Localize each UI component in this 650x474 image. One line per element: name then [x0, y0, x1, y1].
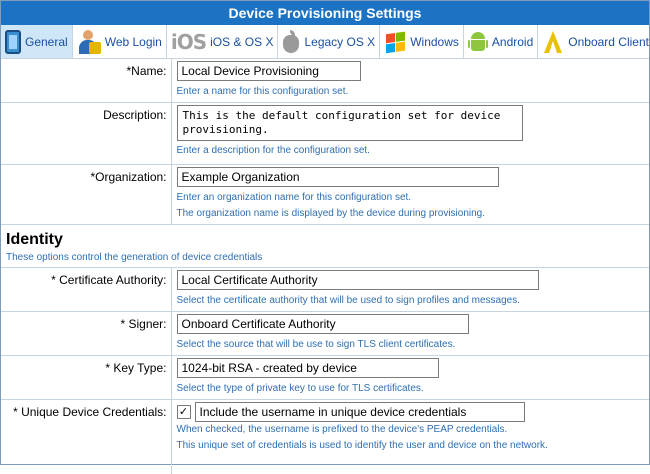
- name-input[interactable]: Local Device Provisioning: [177, 61, 361, 81]
- tab-general[interactable]: [1, 25, 73, 58]
- windows-icon: [384, 28, 406, 55]
- certificate-authority-label: * Certificate Authority:: [1, 268, 171, 312]
- tab-label: Legacy OS X: [304, 34, 376, 49]
- organization-input[interactable]: Example Organization: [177, 167, 499, 187]
- description-textarea[interactable]: This is the default configuration set for device provisioning.: [177, 105, 523, 141]
- phone-icon: [5, 30, 21, 54]
- tab-label: Windows: [410, 34, 459, 49]
- organization-row: [1, 165, 649, 225]
- unique-credentials-control: [177, 402, 650, 422]
- unique-credentials-row: [1, 400, 649, 474]
- signer-help: Select the source that will be use to sign TLS client certificates.: [176, 339, 456, 350]
- signer-row: [1, 312, 649, 356]
- tab-label: Android: [491, 34, 534, 49]
- key-type-row: [1, 356, 649, 400]
- key-type-label: * Key Type:: [1, 356, 171, 400]
- key-type-select[interactable]: 1024-bit RSA - created by device: [177, 358, 439, 378]
- tab-legacy-os-x[interactable]: [278, 25, 380, 58]
- apple-icon: [282, 30, 300, 54]
- tab-label: Web Login: [104, 34, 162, 49]
- unique-credentials-help-identify: This unique set of credentials is used to identify the user and device on the network.: [176, 440, 548, 451]
- ios-icon: iOS: [170, 29, 207, 54]
- tab-label: Onboard Client: [568, 34, 649, 49]
- certificate-authority-row: [1, 268, 649, 312]
- tab-label: iOS & OS X: [210, 34, 274, 49]
- identity-title: Identity: [6, 231, 63, 248]
- organization-help-display: The organization name is displayed by the device during provisioning.: [176, 208, 486, 219]
- unique-credentials-label: * Unique Device Credentials:: [1, 400, 171, 474]
- android-icon: [468, 30, 488, 54]
- description-row: [1, 103, 649, 165]
- key-type-help: Select the type of private key to use for TLS certificates.: [176, 383, 424, 394]
- tab-web-login[interactable]: [73, 25, 167, 58]
- tab-ios-os-x[interactable]: [167, 25, 279, 58]
- identity-section-header: [1, 225, 649, 268]
- window-title: Device Provisioning Settings: [1, 1, 649, 25]
- general-form: [1, 59, 649, 225]
- certificate-authority-select[interactable]: Local Certificate Authority: [177, 270, 539, 290]
- unique-credentials-checkbox[interactable]: ✓: [177, 405, 191, 419]
- user-icon: [77, 30, 101, 54]
- tab-bar: [1, 25, 649, 59]
- description-label: Description:: [1, 103, 171, 165]
- tab-windows[interactable]: [380, 25, 464, 58]
- tab-label: General: [25, 34, 68, 49]
- identity-description: These options control the generation of device credentials: [6, 252, 263, 263]
- signer-label: * Signer:: [1, 312, 171, 356]
- organization-label: *Organization:: [1, 165, 171, 225]
- name-label: *Name:: [1, 59, 171, 103]
- identity-form: [1, 268, 649, 474]
- tab-android[interactable]: [464, 25, 538, 58]
- certificate-authority-help: Select the certificate authority that will be used to sign profiles and messages.: [176, 295, 521, 306]
- organization-help: Enter an organization name for this configuration set.: [176, 192, 412, 203]
- name-help: Enter a name for this configuration set.: [176, 86, 349, 97]
- description-help: Enter a description for the configuration set.: [176, 145, 370, 156]
- signer-select[interactable]: Onboard Certificate Authority: [177, 314, 469, 334]
- name-row: [1, 59, 649, 103]
- unique-credentials-help: When checked, the username is prefixed to the device's PEAP credentials.: [176, 424, 508, 435]
- onboard-icon: [542, 30, 564, 54]
- tab-onboard-client[interactable]: [538, 25, 650, 58]
- unique-credentials-option[interactable]: Include the username in unique device credentials: [195, 402, 525, 422]
